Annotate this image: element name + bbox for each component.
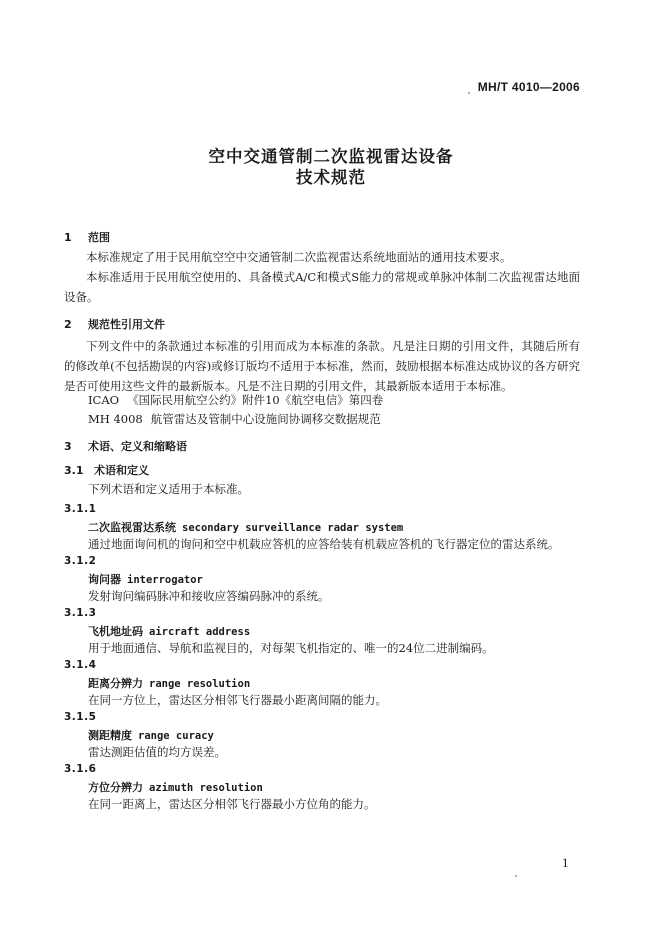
term-definition: 在同一距离上，雷达区分相邻飞行器最小方位角的能力。 [88,797,376,811]
term-definition: 发射询问编码脉冲和接收应答编码脉冲的系统。 [88,589,330,603]
section-3-heading [64,438,187,454]
reference-title: 《国际民用航空公约》附件10《航空电信》第四卷 [127,393,384,407]
term-definition: 在同一方位上，雷达区分相邻飞行器最小距离间隔的能力。 [88,693,387,707]
reference-item [88,411,381,427]
term-en: azimuth resolution [149,782,263,794]
term-number: 3.1.3 [64,607,97,619]
term-heading [88,519,403,535]
term-zh: 测距精度 [88,729,132,742]
term-heading [88,623,250,639]
scan-speck [515,875,517,877]
term-number: 3.1.2 [64,555,97,567]
term-definition: 用于地面通信、导航和监视目的，对每架飞机指定的、唯一的24位二进制编码。 [88,641,494,655]
document-title-line2: 技术规范 [296,168,366,187]
section-number: 3 [64,440,72,453]
section-1-paragraph-2: 本标准适用于民用航空使用的、具备模式A/C和模式S能力的常规或单脉冲体制二次监视雷达地面设备。 [64,270,580,304]
term-definition: 雷达测距估值的均方误差。 [88,745,226,759]
section-1-heading [64,229,110,245]
page-number: 1 [562,855,569,870]
term-zh: 距离分辨力 [88,677,143,690]
term-heading [88,727,214,743]
term-heading [88,571,203,587]
section-title: 范围 [88,231,110,244]
reference-code: MH 4008 [88,412,143,426]
document-title-line1: 空中交通管制二次监视雷达设备 [208,147,454,166]
term-en: range curacy [138,730,214,742]
subsection-title: 术语和定义 [94,464,149,477]
section-2-heading [64,316,165,332]
standard-code: MH/T 4010—2006 [477,80,580,94]
term-en: range resolution [149,678,251,690]
term-definition: 通过地面询问机的询问和空中机载应答机的应答给装有机载应答机的飞行器定位的雷达系统。 [88,537,560,551]
reference-title: 航管雷达及管制中心设施间协调移交数据规范 [150,412,381,426]
term-zh: 飞机地址码 [88,625,143,638]
term-number: 3.1.5 [64,711,97,723]
term-en: aircraft address [149,626,251,638]
term-number: 3.1.6 [64,763,97,775]
subsection-number: 3.1 [64,464,84,477]
scan-speck [468,92,470,94]
term-en: secondary surveillance radar system [182,522,404,534]
term-zh: 询问器 [88,573,121,586]
section-number: 2 [64,318,72,331]
reference-item [88,392,383,408]
term-number: 3.1.1 [64,503,97,515]
term-en: interrogator [127,574,203,586]
term-number: 3.1.4 [64,659,97,671]
subsection-3-1-heading [64,462,149,478]
term-heading [88,675,250,691]
section-2-paragraph: 下列文件中的条款通过本标准的引用而成为本标准的条款。凡是注日期的引用文件，其随后所有的修改单(不包括勘误的内容)或修订版均不适用于本标准，然而，鼓励根据本标准达成协议的各方研究是否可使用这些文件的最新版本。凡是不注日期的引用文件，其最新版本适用于本标准。 [64,339,580,393]
section-title: 规范性引用文件 [88,318,165,331]
section-number: 1 [64,231,72,244]
term-heading [88,779,263,795]
section-title: 术语、定义和缩略语 [88,440,187,453]
reference-code: ICAO [88,393,120,407]
subsection-3-1-text: 下列术语和定义适用于本标准。 [88,482,249,496]
section-1-paragraph-1: 本标准规定了用于民用航空空中交通管制二次监视雷达系统地面站的通用技术要求。 [86,250,512,264]
term-zh: 二次监视雷达系统 [88,521,176,534]
term-zh: 方位分辨力 [88,781,143,794]
